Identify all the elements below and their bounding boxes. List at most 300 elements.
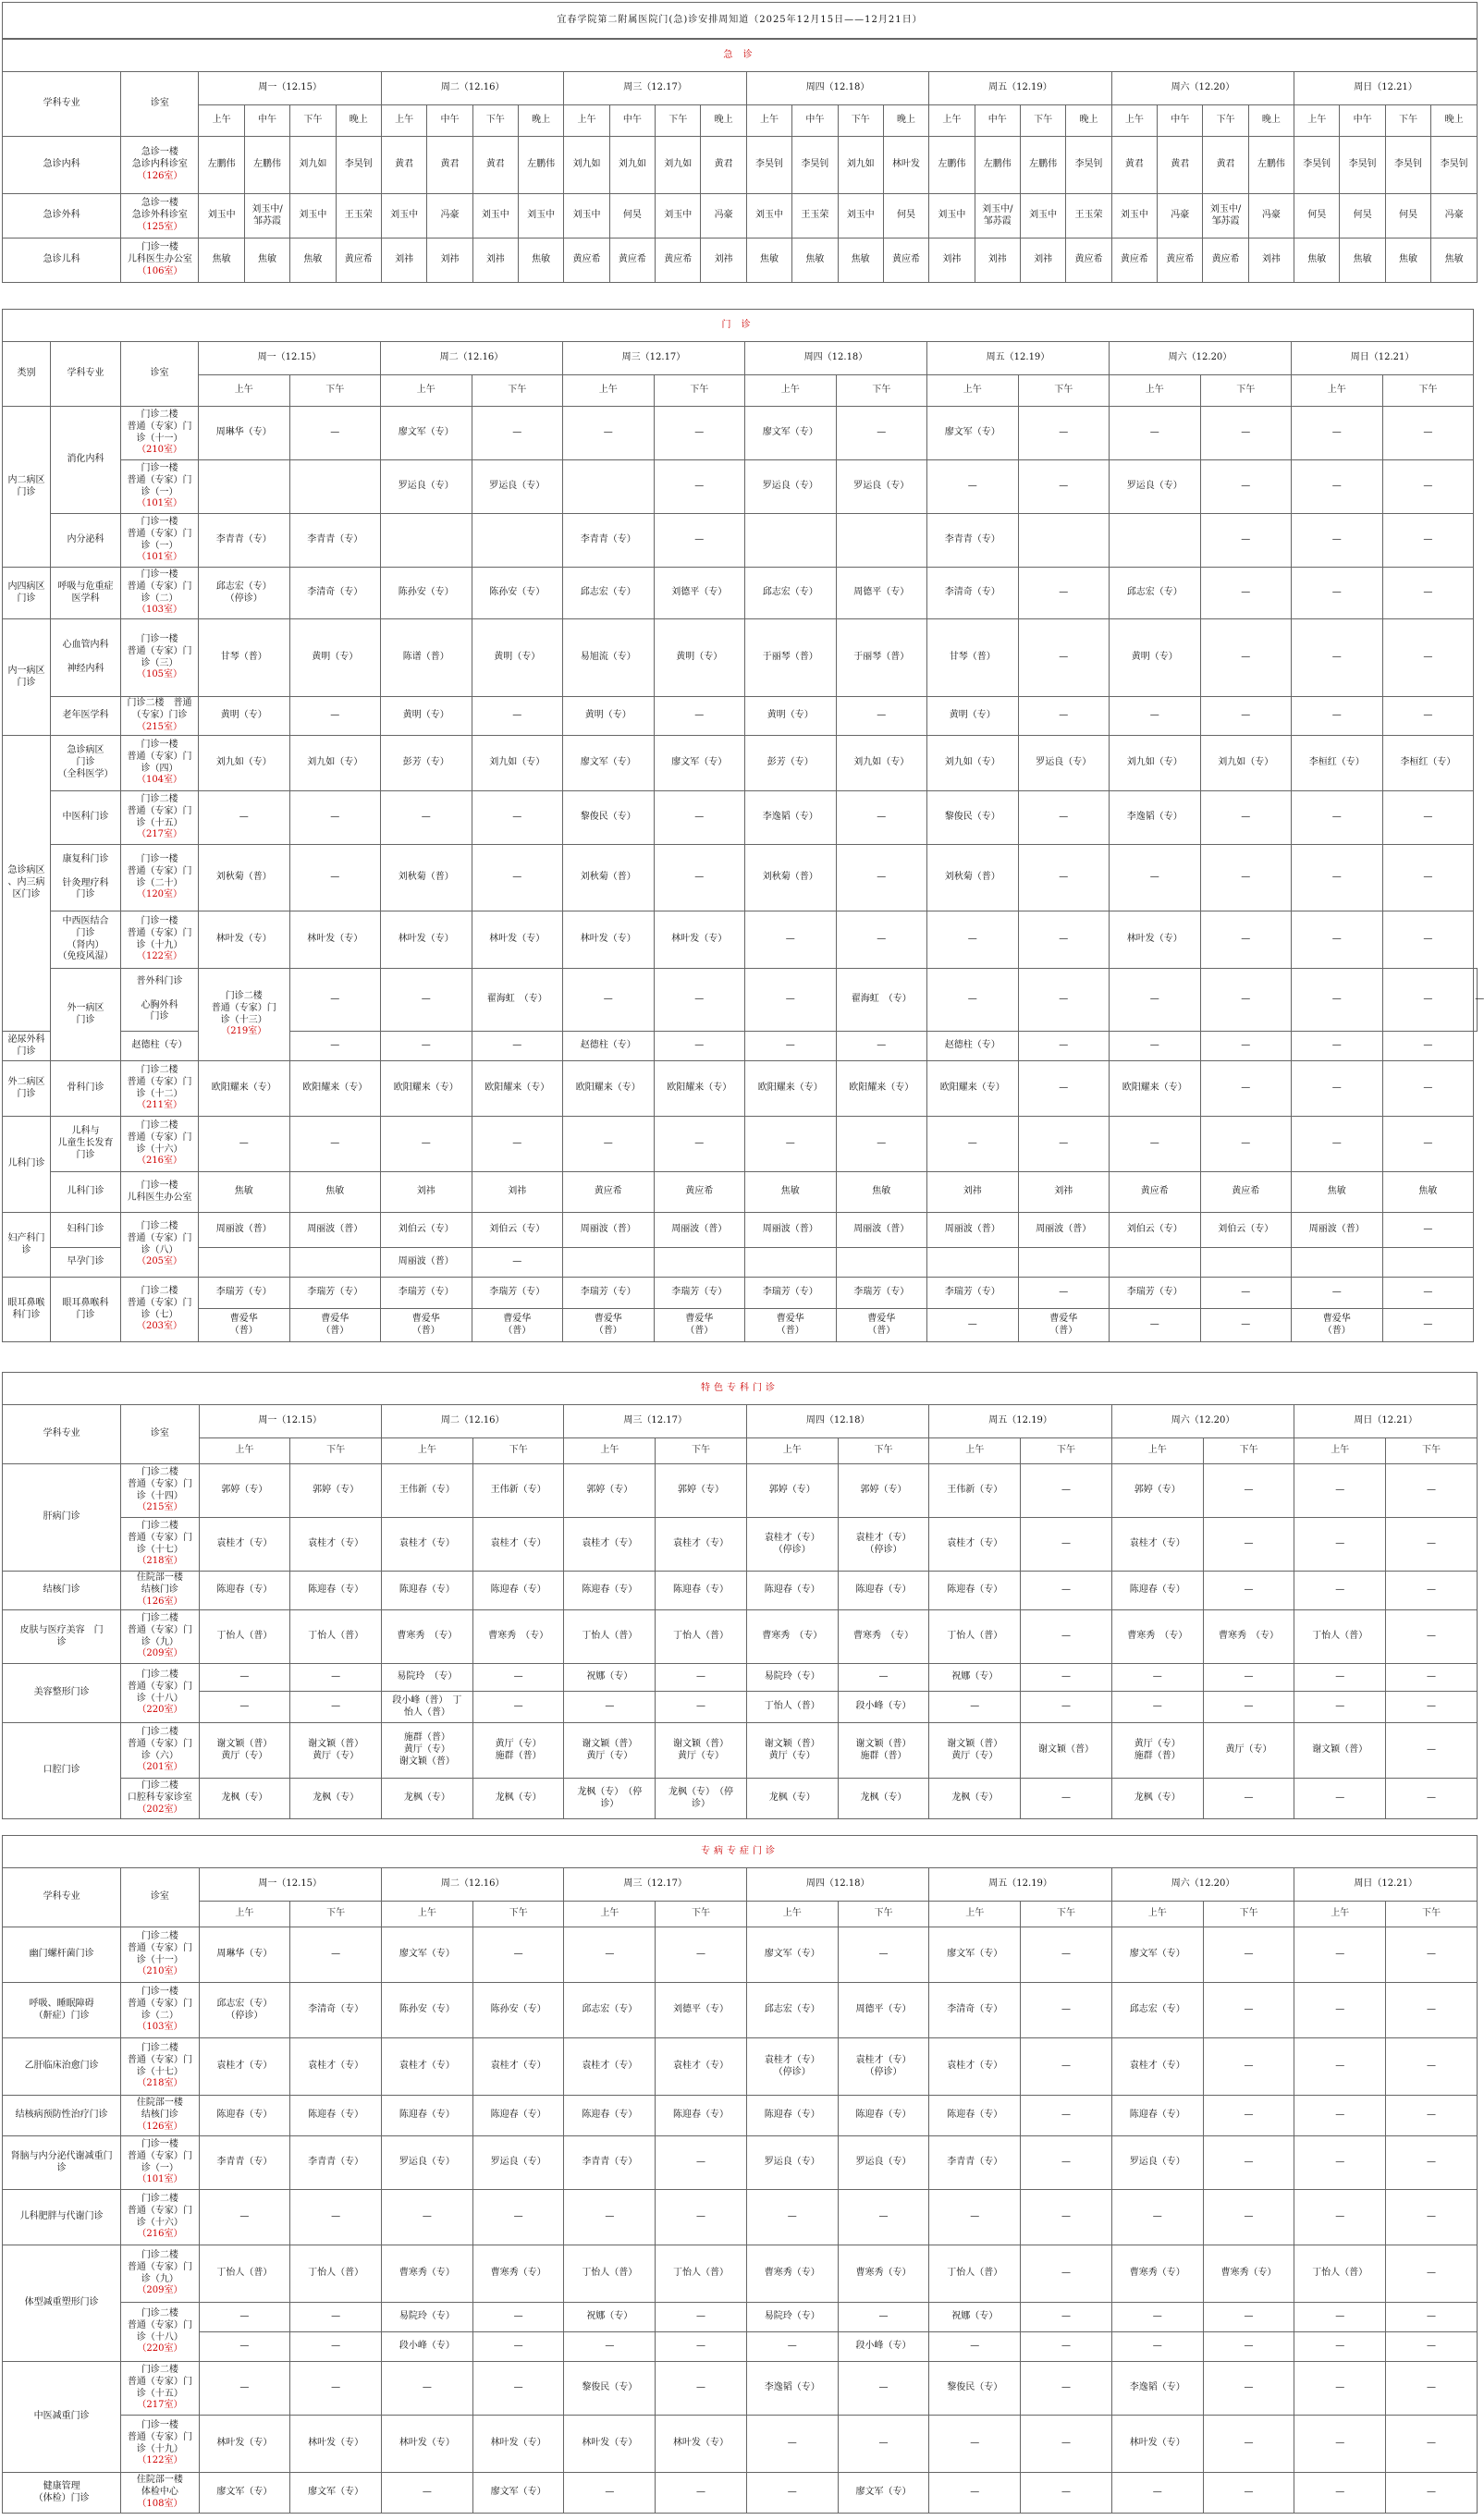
doctor-cell: — bbox=[564, 1927, 656, 1983]
doctor-cell: 赵德柱（专） bbox=[563, 1032, 655, 1061]
row-label-text: 门诊二楼 普通（专家）门 诊（十一） bbox=[127, 409, 192, 444]
doctor-cell: — bbox=[1382, 1061, 1474, 1117]
room-number: （202室） bbox=[137, 1804, 183, 1815]
doctor-cell: — bbox=[1021, 2303, 1112, 2332]
column-header-0: 学科专业 bbox=[3, 1405, 121, 1464]
doctor-cell: — bbox=[836, 697, 927, 736]
doctor-cell: 翟海虹 （专） bbox=[836, 969, 927, 1032]
doctor-cell: 丁怡人（普） bbox=[929, 2245, 1021, 2303]
doctor-cell: 刘玉中 bbox=[1020, 194, 1065, 239]
doctor-cell: 黄应希 bbox=[1203, 239, 1248, 283]
doctor-cell: — bbox=[472, 1692, 564, 1723]
doctor-cell: 李青青（专） bbox=[199, 2136, 290, 2190]
doctor-cell: — bbox=[656, 2332, 747, 2362]
doctor-cell: — bbox=[656, 2362, 747, 2416]
doctor-cell: 谢文颖（普） 黄厅（专） bbox=[656, 1723, 747, 1779]
column-header-2: 诊室 bbox=[121, 342, 199, 407]
doctor-cell: — bbox=[472, 407, 563, 460]
doctor-cell: — bbox=[927, 911, 1019, 969]
doctor-cell: 周丽波（普） bbox=[836, 1213, 927, 1248]
doctor-cell: 焦敏 bbox=[1431, 239, 1478, 283]
doctor-cell: — bbox=[381, 2473, 472, 2514]
doctor-cell: 黄明（专） bbox=[199, 697, 290, 736]
doctor-cell: — bbox=[1382, 407, 1474, 460]
doctor-cell: 丁怡人（普） bbox=[199, 1610, 290, 1664]
row-label bbox=[3, 2038, 121, 2096]
doctor-cell: — bbox=[1292, 791, 1383, 845]
row-label-text: 门诊二楼 普通（专家）门 诊（十六） bbox=[127, 1119, 192, 1155]
doctor-cell: 赵德柱（专） bbox=[927, 1032, 1019, 1061]
doctor-cell: — bbox=[1294, 2038, 1386, 2096]
row-label bbox=[51, 568, 121, 619]
time-slot-header: 下午 bbox=[290, 105, 336, 137]
doctor-cell: 龙枫（专） （停 诊） bbox=[656, 1779, 747, 1819]
time-slot-header: 上午 bbox=[1294, 1438, 1386, 1464]
row-label-text: 外二病区 门诊 bbox=[7, 1076, 45, 1099]
doctor-cell: 龙枫（专） bbox=[472, 1779, 564, 1819]
doctor-cell: 冯豪 bbox=[701, 194, 746, 239]
schedule-row bbox=[3, 1610, 1478, 1664]
doctor-cell: 焦敏 bbox=[289, 1172, 381, 1213]
doctor-cell: — bbox=[289, 1032, 381, 1061]
room-number: （220室） bbox=[137, 2343, 183, 2355]
doctor-cell: 易旭流（专） bbox=[563, 619, 655, 697]
doctor-cell: — bbox=[1021, 1692, 1112, 1723]
doctor-cell: — bbox=[838, 2362, 929, 2416]
row-label bbox=[121, 911, 199, 969]
doctor-cell: 黄明（专） bbox=[654, 619, 745, 697]
row-label bbox=[3, 1032, 51, 1061]
doctor-cell: 廖文军（专） bbox=[654, 736, 745, 791]
doctor-cell: — bbox=[1110, 407, 1201, 460]
doctor-cell: 刘秋菊（普） bbox=[381, 845, 472, 911]
room-number: （101室） bbox=[137, 2174, 183, 2185]
time-slot-header: 上午 bbox=[929, 1902, 1021, 1927]
day-header: 周日（12.21） bbox=[1294, 72, 1478, 105]
row-label bbox=[3, 239, 121, 283]
doctor-cell: 焦敏 bbox=[199, 1172, 290, 1213]
doctor-cell: — bbox=[1386, 2096, 1478, 2136]
time-slot-header: 上午 bbox=[381, 1902, 472, 1927]
doctor-cell: — bbox=[1292, 911, 1383, 969]
doctor-cell: 刘九如（专） bbox=[289, 736, 381, 791]
doctor-cell: — bbox=[1021, 2416, 1112, 2473]
room-number: （209室） bbox=[137, 2285, 183, 2296]
doctor-cell: — bbox=[1292, 697, 1383, 736]
row-label-text: 急诊内科 bbox=[43, 159, 80, 170]
doctor-cell: — bbox=[1111, 2473, 1203, 2514]
doctor-cell: 陈迎春（专） bbox=[929, 2096, 1021, 2136]
doctor-cell: 袁桂才（专） bbox=[290, 1518, 382, 1572]
doctor-cell: 李瑞芳（专） bbox=[1110, 1278, 1201, 1309]
doctor-cell: 邱志宏（专） bbox=[1111, 1983, 1203, 2038]
doctor-cell: — bbox=[199, 1692, 290, 1723]
doctor-cell: 左鹏伟 bbox=[199, 137, 244, 194]
doctor-cell: — bbox=[929, 2416, 1021, 2473]
schedule-row bbox=[3, 407, 1478, 460]
ts-section-title: 特色专科门诊 bbox=[3, 1373, 1478, 1405]
doctor-cell: — bbox=[1021, 1927, 1112, 1983]
doctor-cell: 郭婷（专） bbox=[746, 1464, 838, 1518]
doctor-cell: 欧阳耀来（专） bbox=[654, 1061, 745, 1117]
doctor-cell: — bbox=[746, 2190, 838, 2245]
jz-schedule-table bbox=[2, 39, 1478, 283]
doctor-cell: 龙枫（专） bbox=[746, 1779, 838, 1819]
doctor-cell: 焦敏 bbox=[836, 1172, 927, 1213]
doctor-cell: — bbox=[1292, 969, 1383, 1032]
doctor-cell: 廖文军（专） bbox=[929, 1927, 1021, 1983]
doctor-cell: — bbox=[289, 407, 381, 460]
time-slot-header: 上午 bbox=[199, 1438, 290, 1464]
doctor-cell: — bbox=[472, 2362, 564, 2416]
doctor-cell: 陈谱（普） bbox=[381, 619, 472, 697]
doctor-cell: — bbox=[1294, 2473, 1386, 2514]
doctor-cell: — bbox=[1021, 2096, 1112, 2136]
doctor-cell: — bbox=[1294, 1464, 1386, 1518]
doctor-cell: — bbox=[1294, 1927, 1386, 1983]
doctor-cell: 黄厅（专） bbox=[1203, 1723, 1294, 1779]
doctor-cell: 欧阳耀来（专） bbox=[199, 1061, 290, 1117]
row-label bbox=[51, 845, 121, 911]
doctor-cell: — bbox=[1200, 845, 1292, 911]
doctor-cell: — bbox=[289, 969, 381, 1032]
row-label bbox=[121, 2245, 199, 2303]
schedule-row bbox=[3, 1983, 1478, 2038]
day-header: 周三（12.17） bbox=[564, 1868, 746, 1902]
time-slot-header: 下午 bbox=[1021, 1902, 1112, 1927]
doctor-cell: — bbox=[1111, 1692, 1203, 1723]
doctor-cell: 周德平（专） bbox=[838, 1983, 929, 2038]
doctor-cell: — bbox=[746, 2473, 838, 2514]
doctor-cell: 曹爱华 （普） bbox=[745, 1309, 837, 1342]
doctor-cell: 刘伯云（专） bbox=[1200, 1213, 1292, 1248]
schedule-row bbox=[3, 1464, 1478, 1518]
doctor-cell: 刘德平（专） bbox=[656, 1983, 747, 2038]
time-slot-header: 上午 bbox=[199, 375, 290, 407]
doctor-cell: — bbox=[1200, 460, 1292, 514]
row-label-text: 门诊一楼 普通（专家）门 诊（一） bbox=[127, 516, 192, 551]
doctor-cell: — bbox=[1018, 1032, 1110, 1061]
room-number: （220室） bbox=[137, 1705, 183, 1716]
doctor-cell: 曹爱华 （普） bbox=[836, 1309, 927, 1342]
time-slot-header: 上午 bbox=[199, 1902, 290, 1927]
doctor-cell: 袁桂才（专） （停诊） bbox=[838, 2038, 929, 2096]
doctor-cell: 曹寒秀（专） bbox=[472, 2245, 564, 2303]
doctor-cell: 陈迎春（专） bbox=[199, 1572, 290, 1610]
row-label bbox=[121, 1572, 199, 1610]
room-number: （217室） bbox=[136, 829, 183, 840]
doctor-cell: 罗运良（专） bbox=[836, 460, 927, 514]
day-header: 周六（12.20） bbox=[1110, 342, 1292, 375]
doctor-cell: — bbox=[472, 1248, 563, 1278]
doctor-cell bbox=[836, 1248, 927, 1278]
row-label bbox=[51, 1248, 121, 1278]
doctor-cell: 周德平（专） bbox=[836, 568, 927, 619]
doctor-cell: — bbox=[656, 2303, 747, 2332]
doctor-cell: — bbox=[472, 697, 563, 736]
doctor-cell: 丁怡人（普） bbox=[1294, 1610, 1386, 1664]
doctor-cell: 曹爱华 （普） bbox=[472, 1309, 563, 1342]
day-header: 周四（12.18） bbox=[746, 72, 928, 105]
row-label-text: 门诊二楼 普通（专家）门 诊（九） bbox=[127, 2249, 192, 2284]
doctor-cell: 廖文军（专） bbox=[745, 407, 837, 460]
doctor-cell: 郭婷（专） bbox=[290, 1464, 382, 1518]
schedule-row bbox=[3, 2136, 1478, 2190]
doctor-cell: — bbox=[1111, 2332, 1203, 2362]
doctor-cell: 王伟新（专） bbox=[381, 1464, 472, 1518]
row-label-text: 急诊病区 门诊 （全科医学） bbox=[57, 745, 114, 779]
doctor-cell: 廖文军（专） bbox=[381, 1927, 472, 1983]
doctor-cell: — bbox=[1386, 2038, 1478, 2096]
doctor-cell: — bbox=[656, 1664, 747, 1692]
doctor-cell: 丁怡人（普） bbox=[929, 1610, 1021, 1664]
doctor-cell: 袁桂才（专） bbox=[1111, 1518, 1203, 1572]
column-header-1: 诊室 bbox=[121, 1405, 199, 1464]
doctor-cell: 丁怡人（普） bbox=[656, 1610, 747, 1664]
doctor-cell: — bbox=[563, 407, 655, 460]
doctor-cell: — bbox=[1292, 1032, 1383, 1061]
doctor-cell: 曹寒秀（专） bbox=[1203, 2245, 1294, 2303]
doctor-cell: — bbox=[1294, 1664, 1386, 1692]
doctor-cell: — bbox=[1292, 407, 1383, 460]
doctor-cell: — bbox=[381, 1117, 472, 1172]
doctor-cell: — bbox=[1200, 969, 1292, 1032]
doctor-cell: 段小峰（普） 丁 怡人（普） bbox=[381, 1692, 472, 1723]
doctor-cell: — bbox=[836, 845, 927, 911]
schedule-row bbox=[3, 2473, 1478, 2514]
row-label-text: 门诊二楼 普通（专家）门 诊（十八） bbox=[127, 1669, 192, 1704]
doctor-cell: 李昊钊 bbox=[1340, 137, 1385, 194]
doctor-cell bbox=[654, 1248, 745, 1278]
time-slot-header: 下午 bbox=[1203, 1902, 1294, 1927]
doctor-cell: — bbox=[1382, 1309, 1474, 1342]
time-slot-header: 上午 bbox=[199, 105, 244, 137]
doctor-cell: — bbox=[1203, 2303, 1294, 2332]
room-number: （126室） bbox=[137, 2121, 183, 2132]
schedule-row bbox=[3, 2190, 1478, 2245]
doctor-cell: — bbox=[1200, 619, 1292, 697]
doctor-cell: 龙枫（专） bbox=[929, 1779, 1021, 1819]
doctor-cell: — bbox=[838, 2190, 929, 2245]
row-label bbox=[51, 736, 121, 791]
time-slot-header: 下午 bbox=[838, 1902, 929, 1927]
row-label bbox=[121, 619, 199, 697]
doctor-cell: — bbox=[290, 2190, 382, 2245]
doctor-cell: — bbox=[289, 697, 381, 736]
schedule-row bbox=[3, 2096, 1478, 2136]
doctor-cell: — bbox=[1292, 1117, 1383, 1172]
time-slot-header: 中午 bbox=[1340, 105, 1385, 137]
row-label bbox=[121, 1664, 199, 1723]
doctor-cell: 黄应希 bbox=[564, 239, 609, 283]
time-slot-header: 下午 bbox=[1018, 375, 1110, 407]
doctor-cell: 刘祎 bbox=[927, 1172, 1019, 1213]
doctor-cell: 左鹏伟 bbox=[929, 137, 975, 194]
doctor-cell: 黄应希 bbox=[654, 1172, 745, 1213]
doctor-cell: — bbox=[1386, 2245, 1478, 2303]
doctor-cell: 黄应希 bbox=[1111, 239, 1157, 283]
schedule-row bbox=[3, 697, 1478, 736]
day-header: 周日（12.21） bbox=[1294, 1868, 1478, 1902]
doctor-cell: 冯豪 bbox=[1158, 194, 1203, 239]
doctor-cell: 邱志宏（专） bbox=[745, 568, 837, 619]
doctor-cell: 廖文军（专） bbox=[472, 2473, 564, 2514]
jz-section-title: 急 诊 bbox=[3, 40, 1478, 72]
doctor-cell: — bbox=[1294, 2190, 1386, 2245]
doctor-cell: 郭婷（专） bbox=[838, 1464, 929, 1518]
doctor-cell: 谢文颖（普） 黄厅（专） bbox=[290, 1723, 382, 1779]
doctor-cell: 焦敏 bbox=[199, 239, 244, 283]
time-slot-header: 上午 bbox=[929, 1438, 1021, 1464]
doctor-cell: 刘祎 bbox=[1018, 1172, 1110, 1213]
doctor-cell: 欧阳耀来（专） bbox=[836, 1061, 927, 1117]
schedule-row bbox=[3, 137, 1478, 194]
doctor-cell: 黄明（专） bbox=[472, 619, 563, 697]
doctor-cell: — bbox=[1021, 2136, 1112, 2190]
doctor-cell: 谢文颖（普） 黄厅（专） bbox=[929, 1723, 1021, 1779]
doctor-cell: 袁桂才（专） bbox=[199, 2038, 290, 2096]
schedule-row bbox=[3, 460, 1478, 514]
doctor-cell: 罗运良（专） bbox=[1111, 2136, 1203, 2190]
doctor-cell: 易院玲（专） bbox=[746, 2303, 838, 2332]
doctor-cell bbox=[289, 460, 381, 514]
row-label-text: 急诊外科 bbox=[43, 210, 80, 221]
doctor-cell: 袁桂才（专） bbox=[929, 1518, 1021, 1572]
doctor-cell: — bbox=[1200, 1032, 1292, 1061]
doctor-cell: 黄应希 bbox=[609, 239, 655, 283]
time-slot-header: 下午 bbox=[656, 1902, 747, 1927]
row-label bbox=[3, 1213, 51, 1278]
doctor-cell: — bbox=[1110, 697, 1201, 736]
time-slot-header: 下午 bbox=[472, 105, 518, 137]
doctor-cell: 李逸韬（专） bbox=[746, 2362, 838, 2416]
row-label-text: 儿科肥胖与代谢门诊 bbox=[19, 2211, 104, 2222]
row-label-text: 门诊一楼 儿科医生办公室 bbox=[127, 242, 192, 265]
doctor-cell: 刘九如（专） bbox=[1110, 736, 1201, 791]
doctor-cell: — bbox=[1203, 2416, 1294, 2473]
doctor-cell: 丁怡人（普） bbox=[746, 1692, 838, 1723]
doctor-cell: 林叶发（专） bbox=[472, 2416, 564, 2473]
doctor-cell: 陈孙安（专） bbox=[472, 568, 563, 619]
doctor-cell bbox=[1200, 1248, 1292, 1278]
time-slot-header: 晚上 bbox=[883, 105, 928, 137]
doctor-cell: — bbox=[290, 1664, 382, 1692]
doctor-cell: 袁桂才（专） bbox=[656, 1518, 747, 1572]
time-slot-header: 上午 bbox=[1111, 105, 1157, 137]
time-slot-header: 下午 bbox=[836, 375, 927, 407]
doctor-cell: 林叶发（专） bbox=[1110, 911, 1201, 969]
doctor-cell: 欧阳耀来（专） bbox=[381, 1061, 472, 1117]
doctor-cell: 龙枫（专） bbox=[290, 1779, 382, 1819]
time-slot-header: 下午 bbox=[1203, 1438, 1294, 1464]
room-number: （210室） bbox=[136, 445, 183, 456]
doctor-cell: 刘玉中 bbox=[746, 194, 791, 239]
doctor-cell: 郭婷（专） bbox=[199, 1464, 290, 1518]
doctor-cell: 易院玲（专） bbox=[381, 2303, 472, 2332]
row-label-text: 门诊二楼 普通 （专家）门诊 bbox=[127, 698, 192, 721]
doctor-cell: — bbox=[1292, 1061, 1383, 1117]
doctor-cell: — bbox=[1386, 2332, 1478, 2362]
doctor-cell: — bbox=[654, 460, 745, 514]
doctor-cell: — bbox=[1386, 1927, 1478, 1983]
doctor-cell: — bbox=[1386, 2362, 1478, 2416]
schedule-row bbox=[3, 1518, 1478, 1572]
doctor-cell: 曹爱华 （普） bbox=[654, 1309, 745, 1342]
doctor-cell: 易院玲（专） bbox=[746, 1664, 838, 1692]
doctor-cell: 黄厅（专） 施群（普） bbox=[1111, 1723, 1203, 1779]
doctor-cell: — bbox=[1292, 1278, 1383, 1309]
row-label bbox=[3, 2245, 121, 2362]
doctor-cell: 袁桂才（专） （停诊） bbox=[746, 1518, 838, 1572]
row-label-text: 门诊二楼 口腔科专家诊室 bbox=[127, 1780, 192, 1804]
doctor-cell: — bbox=[199, 1117, 290, 1172]
doctor-cell: — bbox=[1382, 845, 1474, 911]
row-label bbox=[121, 1610, 199, 1664]
doctor-cell: 曹寒秀 （专） bbox=[472, 1610, 564, 1664]
doctor-cell: — bbox=[1200, 407, 1292, 460]
doctor-cell: 刘玉中 bbox=[381, 194, 426, 239]
row-label-text: 内分泌科 bbox=[67, 534, 104, 545]
row-label-text: 美容整形门诊 bbox=[33, 1687, 90, 1698]
doctor-cell: 黎俊民（专） bbox=[929, 2362, 1021, 2416]
doctor-cell: — bbox=[289, 791, 381, 845]
schedule-row bbox=[3, 1779, 1478, 1819]
doctor-cell: 黄应希 bbox=[1200, 1172, 1292, 1213]
row-label-text: 体型减重塑形门诊 bbox=[24, 2297, 99, 2308]
row-label-text: 门诊二楼 普通（专家）门 诊（七） bbox=[127, 1285, 192, 1320]
doctor-cell: 罗运良（专） bbox=[381, 2136, 472, 2190]
row-label-text: 门诊一楼 普通（专家）门 诊（十九） bbox=[127, 2419, 192, 2454]
doctor-cell: 李昊钊 bbox=[1066, 137, 1111, 194]
doctor-cell: 袁桂才（专） bbox=[199, 1518, 290, 1572]
zb-section-title: 专病专症门诊 bbox=[3, 1836, 1478, 1868]
day-header: 周二（12.16） bbox=[381, 72, 563, 105]
doctor-cell: 谢文颖（普） 黄厅（专） bbox=[199, 1723, 290, 1779]
doctor-cell: 李青青（专） bbox=[929, 2136, 1021, 2190]
doctor-cell: 刘祎 bbox=[1020, 239, 1065, 283]
doctor-cell: 赵德柱（专） bbox=[121, 1032, 199, 1061]
doctor-cell bbox=[1110, 514, 1201, 568]
time-slot-header: 上午 bbox=[929, 105, 975, 137]
doctor-cell: — bbox=[1386, 1779, 1478, 1819]
doctor-cell bbox=[563, 460, 655, 514]
doctor-cell: 李昊钊 bbox=[792, 137, 838, 194]
doctor-cell: 李青青（专） bbox=[290, 2136, 382, 2190]
day-header: 周六（12.20） bbox=[1111, 72, 1294, 105]
doctor-cell: — bbox=[1386, 1664, 1478, 1692]
doctor-cell: 曹寒秀 （专） bbox=[381, 1610, 472, 1664]
doctor-cell: — bbox=[1021, 2362, 1112, 2416]
room-number: （126室） bbox=[137, 1596, 183, 1607]
row-label-text: 乙肝临床治愈门诊 bbox=[24, 2061, 99, 2072]
doctor-cell: — bbox=[199, 1664, 290, 1692]
row-label-text: 门诊一楼 儿科医生办公室 bbox=[127, 1180, 192, 1203]
page-title: 宜春学院第二附属医院门(急)诊安排周知道（2025年12月15日——12月21日） bbox=[3, 3, 1478, 39]
doctor-cell: — bbox=[654, 514, 745, 568]
doctor-cell: 李昊钊 bbox=[1385, 137, 1430, 194]
doctor-cell: 黄君 bbox=[1111, 137, 1157, 194]
row-label-text: 门诊一楼 普通（专家）门 诊（二） bbox=[127, 569, 192, 604]
doctor-cell: — bbox=[746, 2332, 838, 2362]
row-label bbox=[121, 2303, 199, 2362]
doctor-cell: 陈迎春（专） bbox=[381, 2096, 472, 2136]
doctor-cell: 袁桂才（专） bbox=[381, 2038, 472, 2096]
row-label-text: 老年医学科 bbox=[62, 710, 109, 721]
doctor-cell: 王玉荣 bbox=[792, 194, 838, 239]
doctor-cell: 曹寒秀 （专） bbox=[838, 1610, 929, 1664]
doctor-cell: 郭婷（专） bbox=[564, 1464, 656, 1518]
column-header-1: 诊室 bbox=[121, 1868, 199, 1927]
